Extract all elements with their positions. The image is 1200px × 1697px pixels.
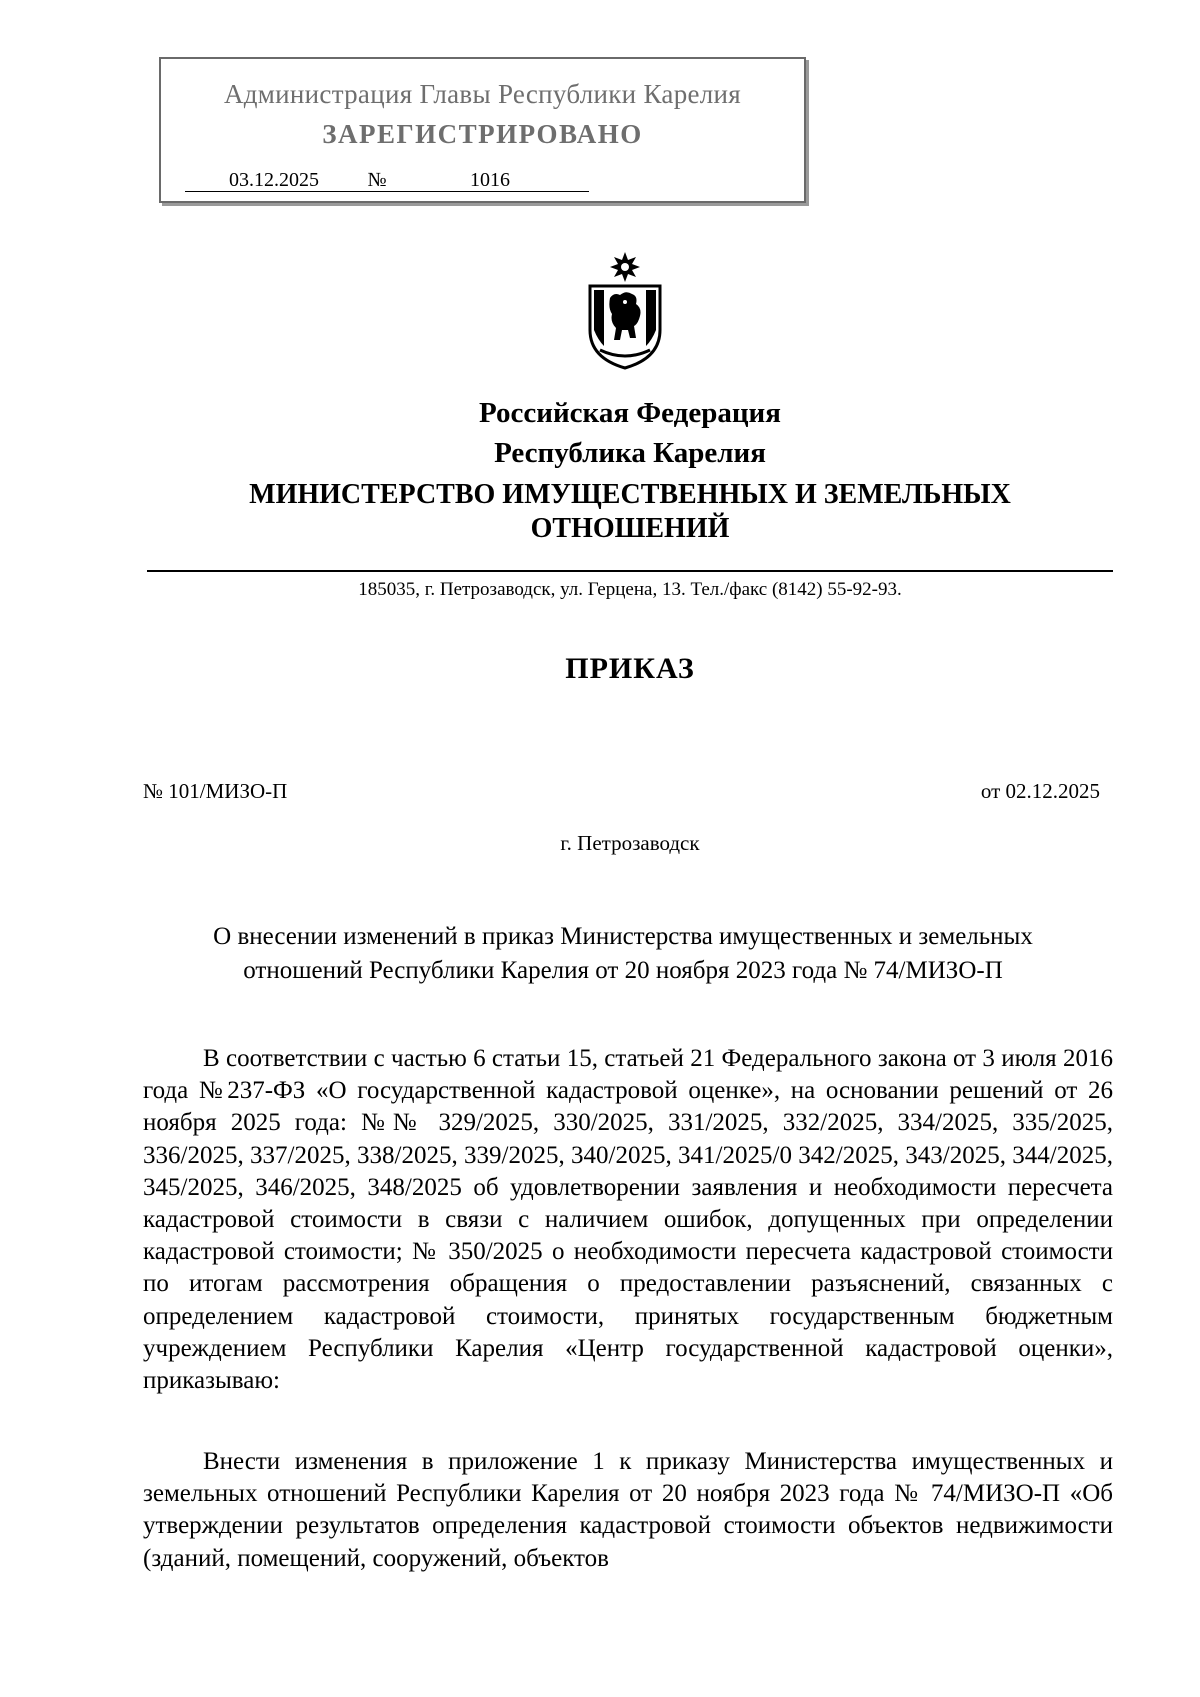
ministry-heading-line2: ОТНОШЕНИЙ xyxy=(530,513,730,544)
stamp-number: 1016 xyxy=(391,169,589,192)
coat-of-arms-icon xyxy=(580,250,670,370)
country-heading: Российская Федерация xyxy=(479,397,781,429)
document-subject xyxy=(143,920,1103,988)
document-city: г. Петрозаводск xyxy=(560,831,700,855)
ministry-address: 185035, г. Петрозаводск, ул. Герцена, 13. Тел./факс (8142) 55-92-93. xyxy=(358,579,902,600)
document-number: № 101/МИЗО-П xyxy=(143,779,288,803)
stamp-number-sign: № xyxy=(363,169,391,192)
document-type-title: ПРИКАЗ xyxy=(565,652,695,685)
header-divider xyxy=(147,570,1113,572)
stamp-organization: Администрация Главы Республики Карелия xyxy=(223,79,742,109)
body-paragraph: Внести изменения в приложение 1 к приказу Министерства имущественных и земельных отношений Республики Карелия от 20 ноября 2023 года № 74/МИЗО-П «Об утверждении результатов определения кадастровой стоимости объектов недвижимости (зданий, помещений, сооружений, объектов xyxy=(143,1448,1113,1572)
document-date: от 02.12.2025 xyxy=(980,779,1100,803)
ministry-heading xyxy=(140,478,1120,546)
region-heading: Республика Карелия xyxy=(494,437,766,469)
stamp-date: 03.12.2025 xyxy=(185,169,363,192)
body-paragraph: В соответствии с частью 6 статьи 15, статьей 21 Федерального закона от 3 июля 2016 года №237-ФЗ «О государственной кадастровой оценке», на основании решений от 26 ноября 2025 года: №№ 329/2025, 330/2025, 331/2025, 332/2025, 334/2025, 335/2025, 336/2025, 337/2025, 338/2025, 339/2025, 340/2025, 341/2025/0 342/2025, 343/2025, 344/2025, 345/2025, 346/2025, 348/2025 об удовлетворении заявления и необходимости пересчета кадастровой стоимости в связи с наличием ошибок, допущенных при определении кадастровой стоимости; № 350/2025 о необходимости пересчета кадастровой стоимости по итогам рассмотрения обращения о предоставлении разъяснений, связанных с определением кадастровой стоимости, принятых государственным бюджетным учреждением Республики Карелия «Центр государственной кадастровой оценки», приказываю: xyxy=(143,1045,1113,1395)
registration-stamp xyxy=(159,57,806,203)
document-subject-line2: отношений Республики Карелия от 20 ноября 2023 года № 74/МИЗО-П xyxy=(243,957,1003,984)
document-subject-line1: О внесении изменений в приказ Министерства имущественных и земельных xyxy=(213,923,1033,950)
stamp-status: ЗАРЕГИСТРИРОВАНО xyxy=(322,119,643,149)
ministry-heading-line1: МИНИСТЕРСТВО ИМУЩЕСТВЕННЫХ И ЗЕМЕЛЬНЫХ xyxy=(249,479,1011,510)
